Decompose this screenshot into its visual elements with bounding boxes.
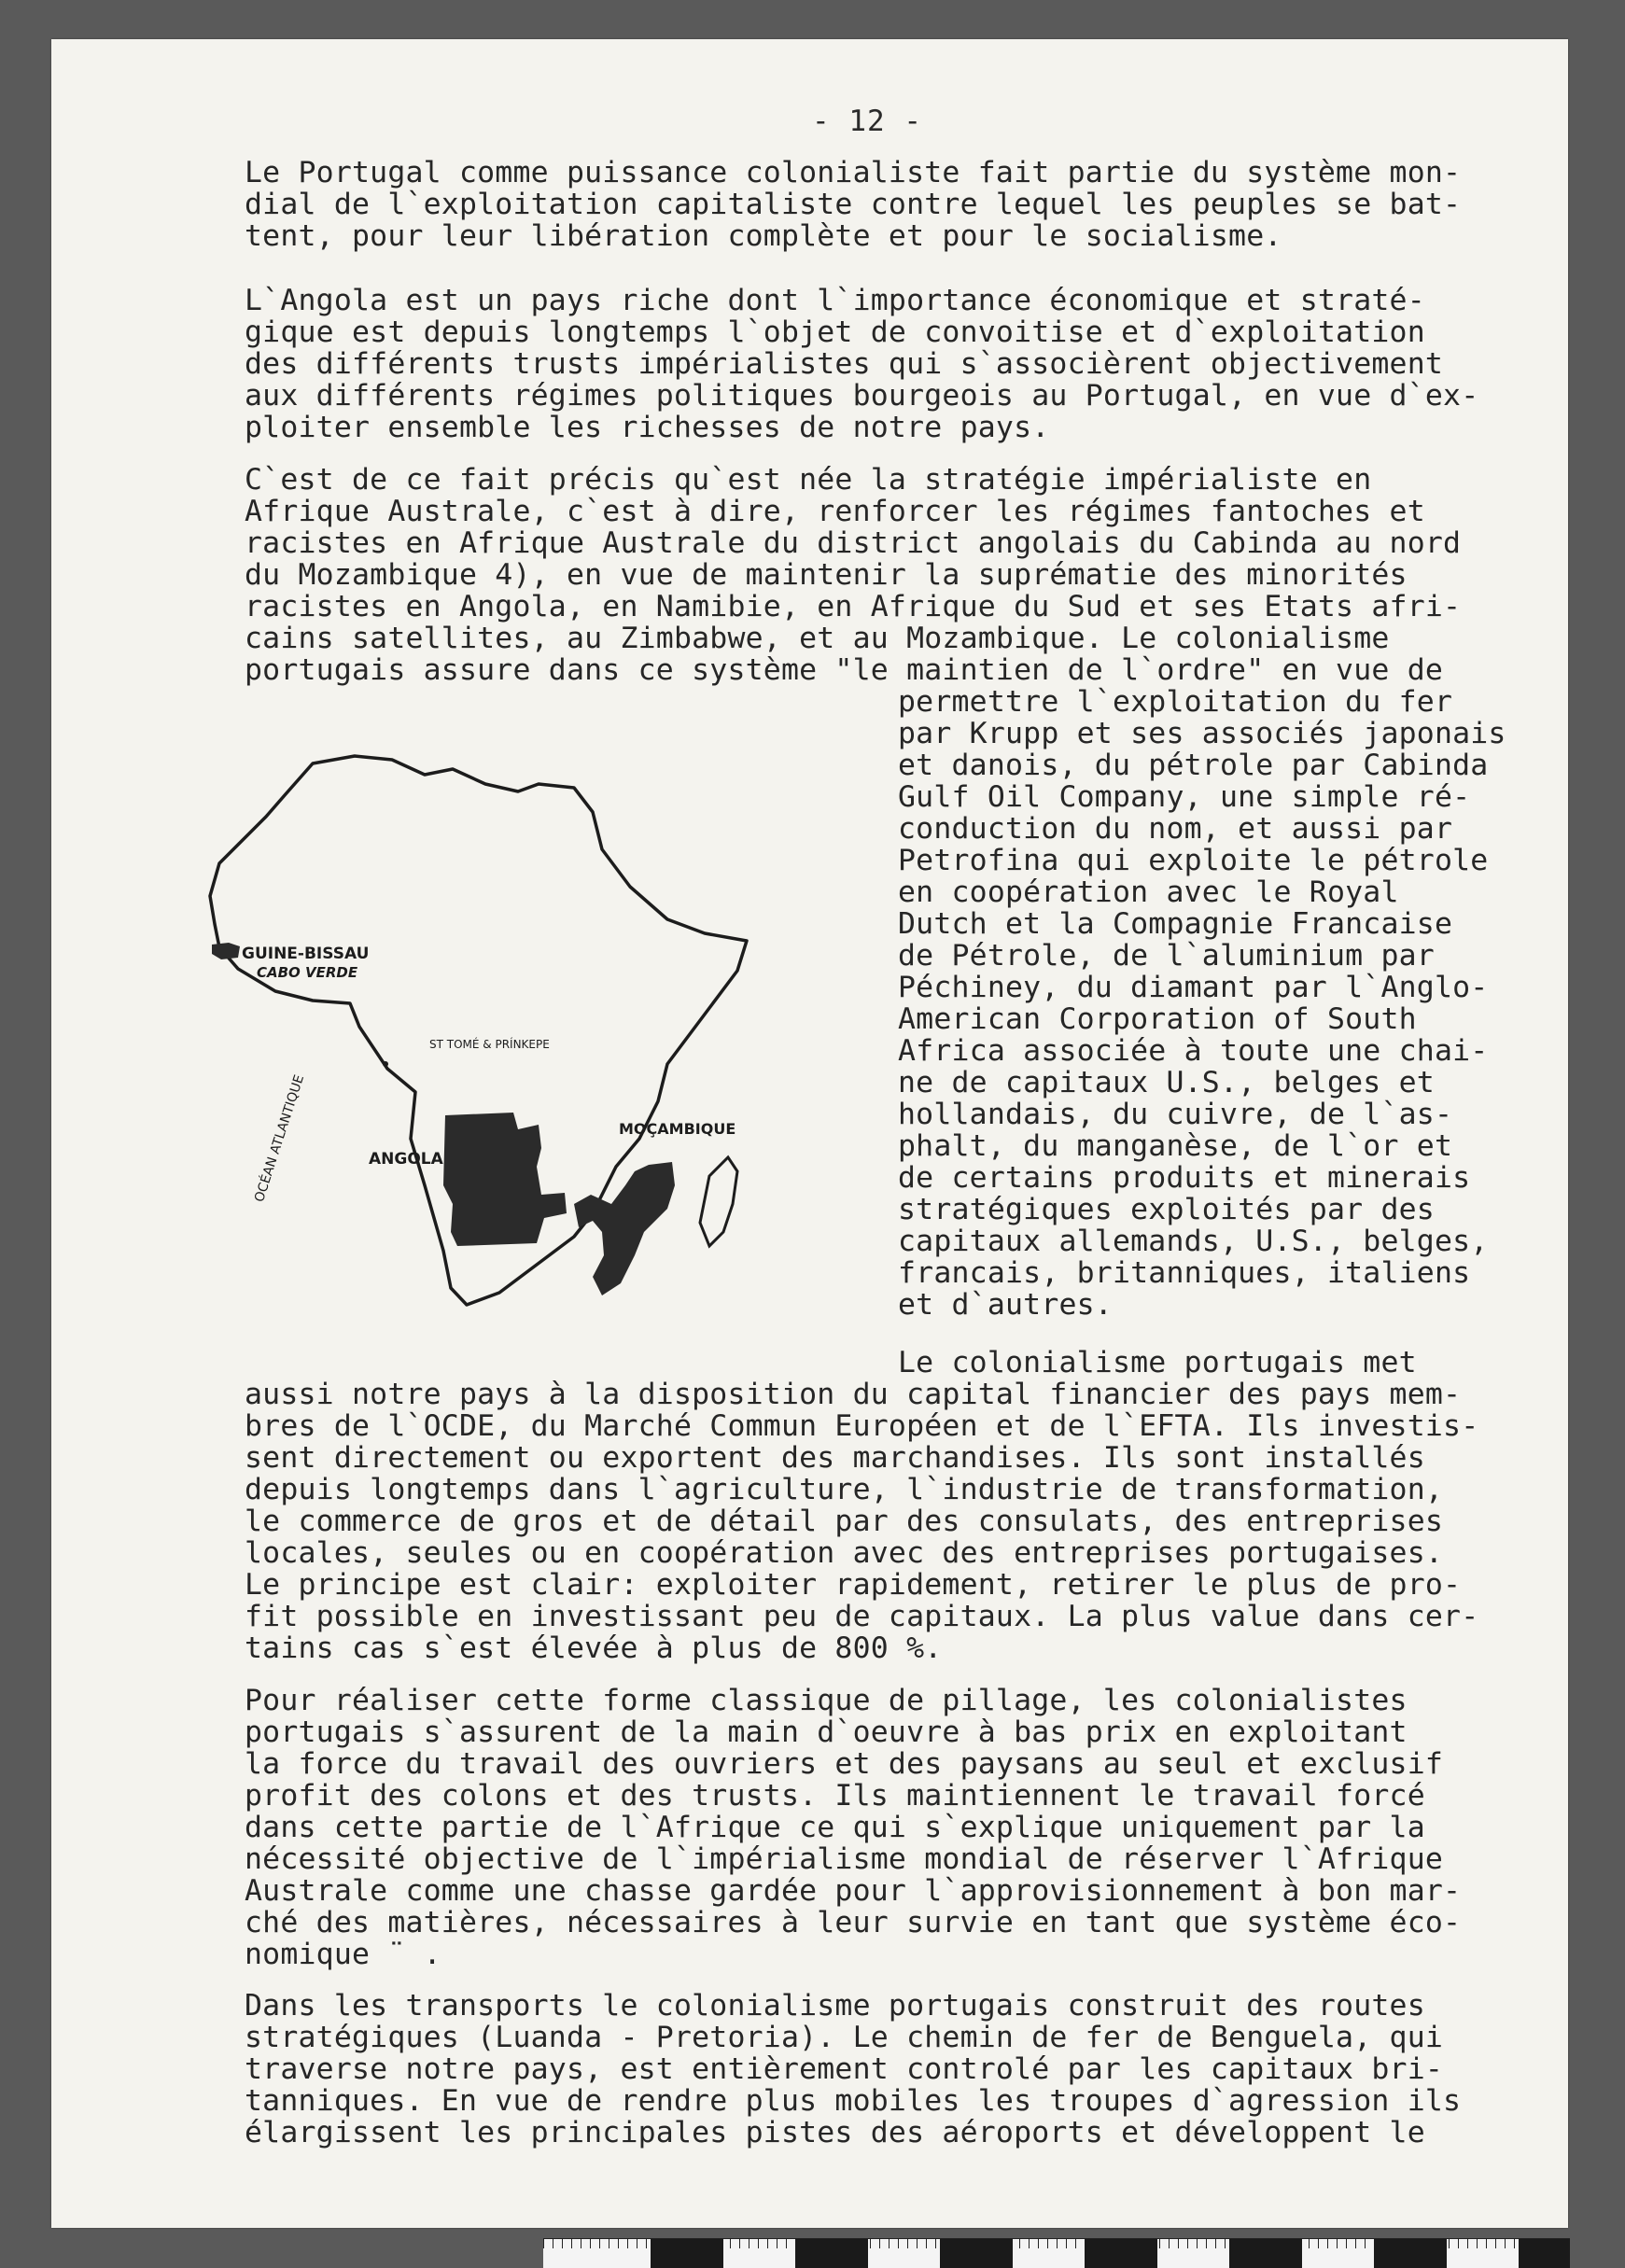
text-line: Le colonialisme portugais met [898, 1346, 1417, 1379]
text-line: depuis longtemps dans l`agriculture, l`industrie de transformation, [245, 1473, 1444, 1506]
text-line: ché des matières, nécessaires à leur survie en tant que système éco- [245, 1906, 1462, 1939]
text-line: phalt, du manganèse, de l`or et [898, 1129, 1453, 1163]
text-line: racistes en Angola, en Namibie, en Afrique du Sud et ses Etats afri- [245, 590, 1462, 623]
ruler-block [651, 2239, 723, 2268]
text-line: Petrofina qui exploite le pétrole [898, 844, 1489, 877]
text-line: de Pétrole, de l`aluminium par [898, 939, 1435, 973]
text-line: capitaux allemands, U.S., belges, [898, 1225, 1489, 1258]
text-line: hollandais, du cuivre, de l`as- [898, 1098, 1453, 1131]
text-line: profit des colons et des trusts. Ils maintiennent le travail forcé [245, 1779, 1425, 1813]
text-line: traverse notre pays, est entièrement controlé par les capitaux bri- [245, 2052, 1444, 2086]
text-line: par Krupp et ses associés japonais [898, 717, 1506, 750]
text-line: portugais s`assurent de la main d`oeuvre à bas prix en exploitant [245, 1715, 1408, 1749]
st-tome-label: ST TOMÉ & PRÍNKEPE [429, 1038, 550, 1051]
st-tome-dot [383, 1061, 388, 1067]
text-line: bres de l`OCDE, du Marché Commun Européen et de l`EFTA. Ils investis- [245, 1409, 1479, 1443]
mozambique-label: MOÇAMBIQUE [619, 1120, 736, 1138]
angola-label: ANGOLA [369, 1150, 443, 1169]
ruler-block [1229, 2239, 1302, 2268]
paragraph-6 [245, 1990, 1461, 2149]
text-line: Dutch et la Compagnie Francaise [898, 907, 1453, 941]
page-number: - 12 - [812, 105, 922, 138]
text-line: ploiter ensemble les richesses de notre pays. [245, 411, 1050, 444]
text-line: aux différents régimes politiques bourgeois au Portugal, en vue d`ex- [245, 379, 1479, 413]
text-line: la force du travail des ouvriers et des paysans au seul et exclusif [245, 1747, 1444, 1781]
text-line: de certains produits et minerais [898, 1161, 1471, 1195]
guinea-bissau-shape [212, 943, 240, 959]
text-line: dans cette partie de l`Afrique ce qui s`explique uniquement par la [245, 1811, 1425, 1844]
atlantic-ocean-label: OCÉAN ATLANTIQUE [252, 1072, 308, 1204]
angola-shape [443, 1113, 567, 1246]
paragraph-5 [245, 1685, 1461, 1970]
text-line: conduction du nom, et aussi par [898, 812, 1453, 846]
paragraph-1 [245, 157, 1461, 252]
text-line: gique est depuis longtemps l`objet de convoitise et d`exploitation [245, 315, 1425, 349]
text-line: stratégiques (Luanda - Pretoria). Le chemin de fer de Benguela, qui [245, 2021, 1444, 2054]
paragraph-4 [245, 1347, 1478, 1664]
text-line: portugais assure dans ce système "le maintien de l`ordre" en vue de [245, 653, 1444, 687]
text-line: Gulf Oil Company, une simple ré- [898, 780, 1471, 814]
ruler-block [1519, 2239, 1570, 2268]
text-line: L`Angola est un pays riche dont l`importance économique et straté- [245, 284, 1425, 317]
madagascar-outline [700, 1157, 737, 1246]
text-line: racistes en Afrique Australe du district angolais du Cabinda au nord [245, 526, 1462, 560]
text-line: Africa associée à toute une chai- [898, 1034, 1489, 1068]
cabo-verde-label: CABO VERDE [257, 964, 358, 981]
text-line: Dans les transports le colonialisme portugais construit des routes [245, 1989, 1425, 2023]
text-line: nomique ¨ . [245, 1938, 441, 1971]
text-line: du Mozambique 4), en vue de maintenir la suprématie des minorités [245, 558, 1408, 592]
text-line: C`est de ce fait précis qu`est née la stratégie impérialiste en [245, 463, 1372, 497]
scan-ruler [543, 2238, 1570, 2268]
text-line: Le principe est clair: exploiter rapidement, retirer le plus de pro- [245, 1568, 1462, 1602]
text-line: tains cas s`est élevée à plus de 800 %. [245, 1631, 943, 1665]
africa-map-drawing [201, 747, 779, 1363]
text-line: francais, britanniques, italiens [898, 1256, 1471, 1290]
paragraph-2 [245, 285, 1478, 443]
mozambique-shape [574, 1162, 675, 1295]
text-line: locales, seules ou en coopération avec des entreprises portugaises. [245, 1536, 1444, 1570]
text-line: en coopération avec le Royal [898, 875, 1399, 909]
text-line: et danois, du pétrole par Cabinda [898, 749, 1489, 782]
ruler-block [795, 2239, 868, 2268]
text-line: sent directement ou exportent des marchandises. Ils sont installés [245, 1441, 1425, 1475]
text-line: nécessité objective de l`impérialisme mondial de réserver l`Afrique [245, 1842, 1444, 1876]
text-line: Péchiney, du diamant par l`Anglo- [898, 971, 1489, 1004]
text-line: tanniques. En vue de rendre plus mobiles les troupes d`agression ils [245, 2084, 1462, 2118]
text-line: Australe comme une chasse gardée pour l`approvisionnement à bon mar- [245, 1874, 1462, 1908]
text-line: stratégiques exploités par des [898, 1193, 1435, 1226]
guinea-bissau-label: GUINE-BISSAU [242, 945, 370, 963]
text-line: Pour réaliser cette forme classique de pillage, les colonialistes [245, 1684, 1408, 1717]
text-line: dial de l`exploitation capitaliste contre lequel les peuples se bat- [245, 188, 1462, 221]
text-line: cains satellites, au Zimbabwe, et au Mozambique. Le colonialisme [245, 622, 1390, 655]
text-line: des différents trusts impérialistes qui s`associèrent objectivement [245, 347, 1444, 381]
text-line: permettre l`exploitation du fer [898, 685, 1453, 719]
text-line: élargissent les principales pistes des aéroports et développent le [245, 2116, 1425, 2149]
text-line: ne de capitaux U.S., belges et [898, 1066, 1435, 1099]
ruler-block [1085, 2239, 1157, 2268]
ruler-block [1374, 2239, 1447, 2268]
text-line: fit possible en investissant peu de capitaux. La plus value dans cer- [245, 1600, 1479, 1633]
text-line: Afrique Australe, c`est à dire, renforcer les régimes fantoches et [245, 495, 1425, 528]
text-line: et d`autres. [898, 1288, 1113, 1322]
text-line: Le Portugal comme puissance colonialiste fait partie du système mon- [245, 156, 1462, 189]
text-line: American Corporation of South [898, 1002, 1417, 1036]
text-line: aussi notre pays à la disposition du capital financier des pays mem- [245, 1378, 1462, 1411]
text-line: le commerce de gros et de détail par des consulats, des entreprises [245, 1505, 1444, 1538]
text-line: tent, pour leur libération complète et pour le socialisme. [245, 219, 1282, 253]
ruler-block [940, 2239, 1013, 2268]
africa-map [201, 747, 779, 1363]
